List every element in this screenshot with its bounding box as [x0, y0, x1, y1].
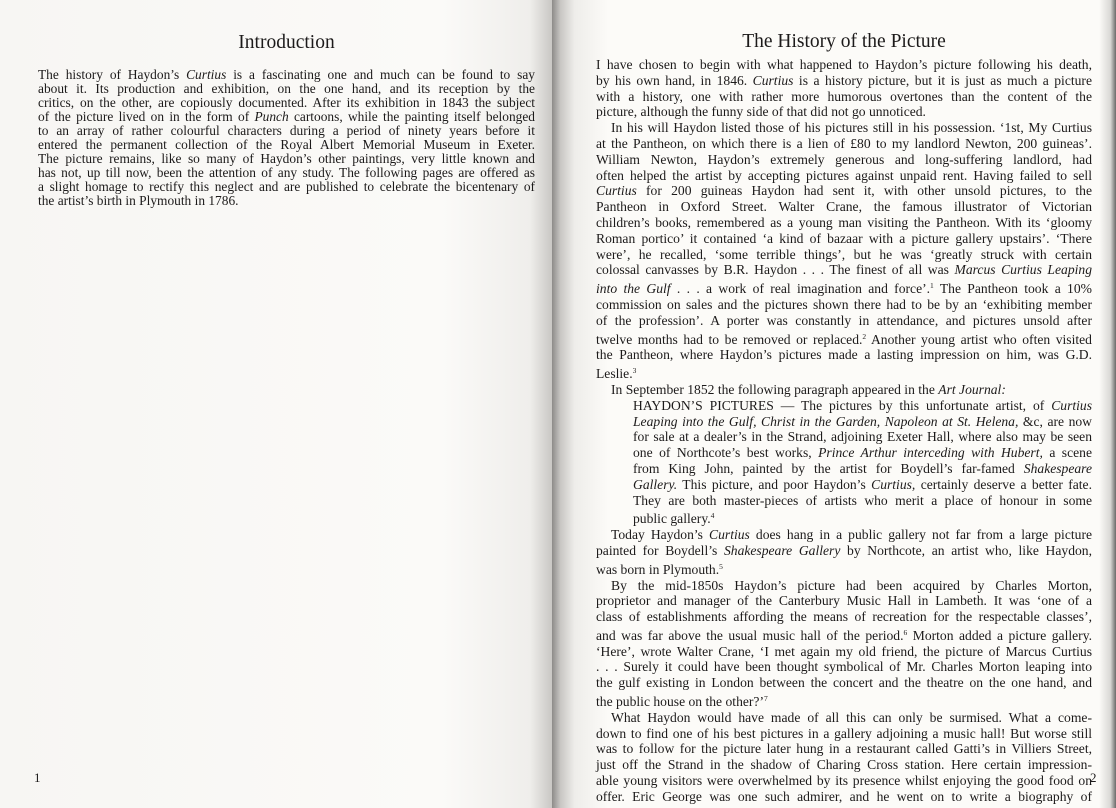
text-run: and was far above the usual music hall of the period.: [596, 627, 904, 643]
text-line: [596, 73, 1092, 89]
paragraph: [596, 382, 1092, 398]
text-run: In September 1852 the following paragraph appeared in the: [611, 381, 939, 397]
page-heading: Introduction: [238, 32, 335, 53]
italic-text: Art Journal:: [938, 381, 1006, 397]
page-number: 1: [34, 770, 41, 785]
text-line: [596, 398, 1092, 414]
text-line: [596, 543, 1092, 559]
text-run: William Newton, Haydon’s extremely generous and long-suffering landlord, had: [596, 151, 1092, 167]
text-line: [596, 429, 1092, 445]
text-line: [596, 136, 1092, 152]
italic-text: Curtius: [186, 67, 227, 82]
text-line: [596, 247, 1092, 263]
italic-text: Curtius: [752, 72, 794, 88]
text-line: [596, 789, 1092, 805]
text-line: [596, 659, 1092, 675]
text-run: of the profession’. A porter was constantly in attendance, and pictures unsold after: [596, 312, 1092, 328]
text-line: [38, 180, 535, 194]
footnote-ref: 1: [930, 281, 934, 291]
text-run: down to find one of his best pictures in a gallery adjoining a music hall! But worse still: [596, 725, 1092, 741]
text-line: [596, 104, 1092, 120]
text-line: [596, 183, 1092, 199]
text-line: [596, 382, 1092, 398]
italic-text: Shakespeare Gallery: [723, 542, 841, 558]
italic-text: Leaping into the Gulf, Christ in the Garden, Napoleon at St. Helena,: [633, 413, 1019, 429]
text-line: [38, 166, 535, 180]
page-number: 2: [1090, 770, 1097, 785]
text-run: commission on sales and the pictures shown there had to be by an ‘exhibiting member: [596, 296, 1092, 312]
right-page: [552, 0, 1116, 808]
text-line: [596, 231, 1092, 247]
text-run: by his own hand, in 1846.: [596, 72, 753, 88]
text-run: Today Haydon’s: [611, 527, 710, 543]
text-run: By the mid-1850s Haydon’s picture had been acquired by Charles Morton,: [611, 577, 1092, 593]
text-run: children’s books, remembered as a young man visiting the Pantheon. With its ‘gloomy: [596, 214, 1092, 230]
text-line: [596, 89, 1092, 105]
text-run: The Pantheon took a 10%: [933, 281, 1092, 297]
text-line: [596, 508, 1092, 527]
text-run: In his will Haydon listed those of his pictures still in his possession. ‘1st, My Curtius: [611, 120, 1092, 136]
italic-text: Curtius,: [871, 476, 916, 492]
paragraph: [596, 57, 1092, 120]
text-line: [596, 593, 1092, 609]
text-run: offer. Eric George was one such admirer, and he went on to write a biography of: [596, 788, 1092, 804]
text-line: [596, 262, 1092, 278]
paragraph: [596, 120, 1092, 382]
text-run: public gallery.: [633, 511, 711, 527]
text-run: Pantheon in Oxford Street. Walter Crane, the famous illustrator of Victorian: [596, 199, 1092, 215]
italic-text: into the Gulf: [596, 281, 671, 297]
text-line: [596, 644, 1092, 660]
text-run: They are both master-pieces of artists who merit a place of honour in some: [633, 492, 1092, 508]
text-line: [596, 493, 1092, 509]
text-line: [38, 152, 535, 166]
text-line: [596, 445, 1092, 461]
text-run: the Pantheon, where Haydon’s pictures made a lasting impression on him, was G.D.: [596, 347, 1092, 363]
footnote-ref: 3: [632, 366, 637, 376]
paragraph: [38, 68, 535, 208]
text-run: was born in Plymouth.: [596, 561, 720, 577]
text-line: [596, 773, 1092, 789]
text-line: [596, 347, 1092, 363]
paragraph: [596, 527, 1092, 577]
text-line: [596, 477, 1092, 493]
text-run: one of Northcote’s best works,: [633, 445, 819, 461]
text-line: [596, 726, 1092, 742]
text-run: &c, are now: [1018, 413, 1092, 429]
text-line: [596, 691, 1092, 710]
text-line: [596, 559, 1092, 578]
text-run: able young visitors were overwhelmed by its presence whilst enjoying the good food on: [596, 773, 1092, 789]
text-run: the gulf existing in London between the concert and the theatre on the one hand, and: [596, 675, 1092, 691]
text-run: . . . Surely it could have been thought symbolical of Mr. Charles Morton leaping into: [596, 659, 1092, 675]
text-line: [38, 68, 535, 82]
text-line: [596, 710, 1092, 726]
text-run: critics, on the other, are copiously documented. After its exhibition in 1843 the subject: [38, 95, 535, 110]
text-line: [38, 124, 535, 138]
text-line: [596, 675, 1092, 691]
italic-text: Shakespeare: [1023, 460, 1092, 476]
block-quote: [596, 398, 1092, 527]
page-heading: The History of the Picture: [742, 31, 946, 52]
text-run: for sale at a dealer’s in the Strand, adjoining Exeter Hall, where also may be seen: [633, 429, 1092, 445]
text-line: [596, 414, 1092, 430]
left-page: [0, 0, 552, 808]
text-run: is a history picture, but it is just as much a picture: [793, 72, 1092, 88]
footnote-ref: 7: [763, 694, 768, 704]
italic-text: Prince Arthur interceding with Hubert,: [818, 445, 1043, 461]
text-run: Leslie.: [596, 366, 633, 382]
text-run: does hang in a public gallery not far from a large picture: [749, 527, 1093, 543]
text-line: [596, 527, 1092, 543]
italic-text: Punch: [254, 109, 289, 124]
text-run: of the picture lived on in the form of: [38, 109, 255, 124]
text-run: colossal canvasses by B.R. Haydon . . . The finest of all was: [596, 262, 955, 278]
footnote-ref: 4: [710, 511, 715, 521]
text-run: The picture remains, like so many of Haydon’s other paintings, very little known and: [38, 151, 535, 166]
italic-text: Curtius: [709, 527, 750, 543]
text-line: [596, 329, 1092, 348]
text-run: certainly deserve a better fate.: [915, 476, 1092, 492]
paragraph: [596, 710, 1092, 805]
text-line: [596, 120, 1092, 136]
text-run: The history of Haydon’s: [38, 67, 187, 82]
paragraph: [596, 578, 1092, 710]
text-line: [596, 152, 1092, 168]
text-run: a slight homage to rectify this neglect and are published to celebrate the bicentenary of: [38, 179, 535, 194]
footnote-ref: 2: [862, 331, 867, 341]
page-body: [38, 68, 535, 208]
text-line: [596, 363, 1092, 382]
text-run: painted for Boydell’s: [596, 542, 724, 558]
text-line: [596, 757, 1092, 773]
text-run: Another young artist who often visited: [866, 331, 1092, 347]
text-run: a scene: [1042, 445, 1092, 461]
italic-text: Gallery.: [633, 476, 678, 492]
text-run: I have chosen to begin with what happened to Haydon’s picture following his death,: [596, 57, 1092, 72]
text-run: has not, up till now, been the attention of any study. The following pages are offered as: [38, 165, 535, 180]
text-line: [596, 199, 1092, 215]
text-line: [38, 82, 535, 96]
text-run: What Haydon would have made of all this can only be surmised. What a come-: [611, 709, 1092, 725]
text-line: [596, 741, 1092, 757]
text-run: Morton added a picture gallery.: [907, 627, 1093, 643]
text-line: [596, 278, 1092, 297]
text-line: [596, 625, 1092, 644]
italic-text: Marcus Curtius Leaping: [954, 262, 1092, 278]
text-line: [596, 313, 1092, 329]
text-run: the public house on the other?’: [596, 694, 764, 710]
text-line: [596, 57, 1092, 73]
text-run: cartoons, while the painting itself belonged: [288, 109, 535, 124]
text-line: [38, 194, 535, 208]
text-line: [38, 138, 535, 152]
italic-text: Curtius: [1051, 397, 1092, 413]
text-run: the artist’s birth in Plymouth in 1786.: [38, 193, 239, 208]
text-run: from King John, painted by the artist for Boydell’s far-famed: [633, 460, 1024, 476]
text-line: [596, 297, 1092, 313]
footnote-ref: 5: [719, 561, 723, 571]
text-run: at the Pantheon, on which there is a lien of £80 to my landlord Newton, 200 guineas’.: [596, 135, 1092, 151]
text-run: ‘Here’, wrote Walter Crane, ‘I met again my old friend, the picture of Marcus Curtius: [596, 643, 1092, 659]
text-line: [596, 578, 1092, 594]
text-run: is a fascinating one and much can be found to say: [226, 67, 535, 82]
text-run: twelve months had to be removed or replaced.: [596, 331, 863, 347]
text-run: proprietor and manager of the Canterbury Music Hall in Lambeth. It was ‘one of a: [596, 593, 1092, 609]
page-body: [596, 57, 1092, 805]
text-run: . . . a work of real imagination and force’.: [670, 281, 931, 297]
text-line: [596, 461, 1092, 477]
text-run: Roman portico’ it contained ‘a kind of bazaar with a picture gallery upstairs’. ‘There: [596, 230, 1092, 246]
italic-text: Curtius: [596, 183, 637, 199]
text-run: by Northcote, an artist who, like Haydon,: [840, 542, 1092, 558]
text-run: about it. Its production and exhibition, on the one hand, and its reception by the: [38, 81, 535, 96]
text-line: [38, 96, 535, 110]
text-line: [38, 110, 535, 124]
text-line: [596, 609, 1092, 625]
text-run: HAYDON’S PICTURES — The pictures by this unfortunate artist, of: [633, 397, 1052, 413]
text-run: were’, he recalled, ‘some terrible things’, but he was ‘greatly struck with certain: [596, 246, 1092, 262]
text-run: picture, although the funny side of that did not go unnoticed.: [596, 104, 926, 120]
footnote-ref: 6: [903, 627, 908, 637]
text-run: just off the Strand in the shadow of Charing Cross station. Here certain impression-: [596, 757, 1092, 773]
text-run: often helped the artist by accepting pictures against unpaid rent. Having failed to sell: [596, 167, 1092, 183]
text-run: to an array of rather colourful characters during a period of ninety years before it: [38, 123, 535, 138]
text-line: [596, 215, 1092, 231]
text-run: was to follow for the picture later hung in a restaurant called Gatti’s in Villiers Street,: [596, 741, 1092, 757]
text-run: class of establishments affording the means of recreation for the respectable classes’,: [596, 609, 1092, 625]
text-run: This picture, and poor Haydon’s: [677, 476, 872, 492]
text-run: with a history, one with rather more humorous overtones than the content of the: [596, 88, 1092, 104]
text-run: for 200 guineas Haydon had sent it, with other unsold pictures, to the: [636, 183, 1092, 199]
text-line: [596, 168, 1092, 184]
text-run: entered the permanent collection of the Royal Albert Memorial Museum in Exeter.: [38, 137, 535, 152]
